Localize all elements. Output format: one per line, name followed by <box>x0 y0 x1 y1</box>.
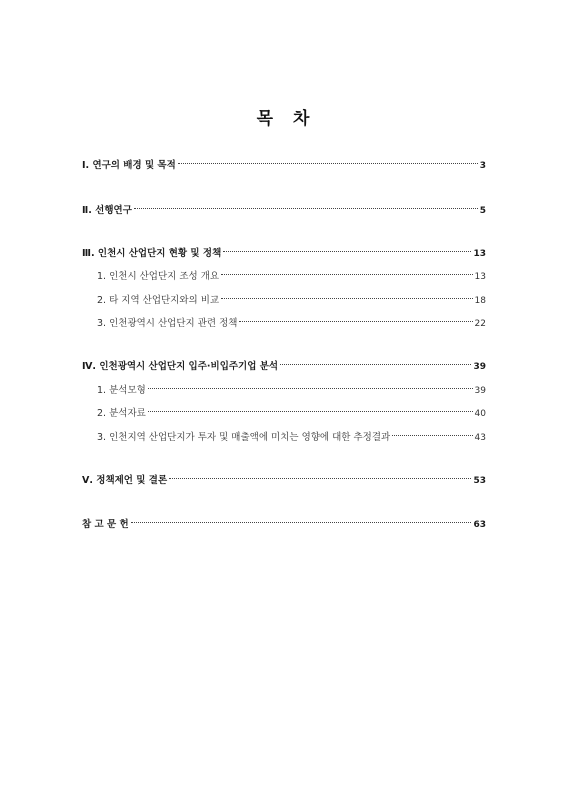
toc-page-number: 3 <box>479 161 486 171</box>
toc-entry-label: 3. 인천지역 산업단지가 투자 및 매출액에 미치는 영향에 대한 추정결과 <box>97 432 391 443</box>
dot-leader <box>221 265 472 279</box>
dot-leader <box>239 312 472 326</box>
toc-entry-section-3-1[interactable] <box>82 265 486 282</box>
dot-leader <box>223 242 471 256</box>
toc-page-number: 39 <box>474 386 486 396</box>
toc-entry-label: 1. 분석모형 <box>97 385 146 396</box>
toc-page-number: 18 <box>474 296 486 306</box>
toc-page-number: 13 <box>473 249 486 259</box>
page-title: 목 차 <box>256 109 310 129</box>
dot-leader <box>148 402 473 416</box>
toc-entry-section-4-1[interactable] <box>82 379 486 396</box>
toc-entry-section-3-3[interactable] <box>82 312 486 329</box>
toc-entry-chapter-2[interactable] <box>82 199 486 216</box>
toc-entry-chapter-4[interactable] <box>82 355 486 372</box>
toc-entry-label: Ⅰ. 연구의 배경 및 목적 <box>82 160 176 171</box>
dot-leader <box>148 379 473 393</box>
toc-entry-label: 2. 분석자료 <box>97 408 146 419</box>
dot-leader <box>392 426 472 440</box>
toc-entry-label: 2. 타 지역 산업단지와의 비교 <box>97 295 220 306</box>
toc-page-number: 43 <box>474 433 486 443</box>
toc-page-number: 22 <box>474 319 486 329</box>
toc-page-number: 63 <box>473 520 486 530</box>
dot-leader <box>221 289 472 303</box>
toc-entry-label: 1. 인천시 산업단지 조성 개요 <box>97 271 220 282</box>
toc-entry-chapter-3[interactable] <box>82 242 486 259</box>
dot-leader <box>131 513 472 527</box>
toc-entry-label: 3. 인천광역시 산업단지 관련 정책 <box>97 318 238 329</box>
toc-entry-label: Ⅴ. 정책제언 및 결론 <box>82 475 168 486</box>
dot-leader <box>169 469 471 483</box>
toc-page-number: 53 <box>473 476 486 486</box>
toc-entry-label: Ⅲ. 인천시 산업단지 현황 및 정책 <box>82 248 222 259</box>
toc-entry-label: Ⅱ. 선행연구 <box>82 205 132 216</box>
dot-leader <box>134 199 478 213</box>
toc-entry-label: 참 고 문 헌 <box>82 519 129 530</box>
toc-page-number: 13 <box>474 272 486 282</box>
toc-entry-references[interactable] <box>82 513 486 530</box>
toc-entry-section-3-2[interactable] <box>82 289 486 306</box>
toc-page-number: 5 <box>479 206 486 216</box>
toc-entry-section-4-2[interactable] <box>82 402 486 419</box>
toc-entry-label: Ⅳ. 인천광역시 산업단지 입주·비입주기업 분석 <box>82 361 279 372</box>
toc-entry-chapter-1[interactable] <box>82 154 486 171</box>
toc-page-number: 39 <box>473 362 486 372</box>
dot-leader <box>280 355 471 369</box>
dot-leader <box>178 154 478 168</box>
toc-entry-section-4-3[interactable] <box>82 426 486 443</box>
toc-entry-chapter-5[interactable] <box>82 469 486 486</box>
toc-page-number: 40 <box>474 409 486 419</box>
